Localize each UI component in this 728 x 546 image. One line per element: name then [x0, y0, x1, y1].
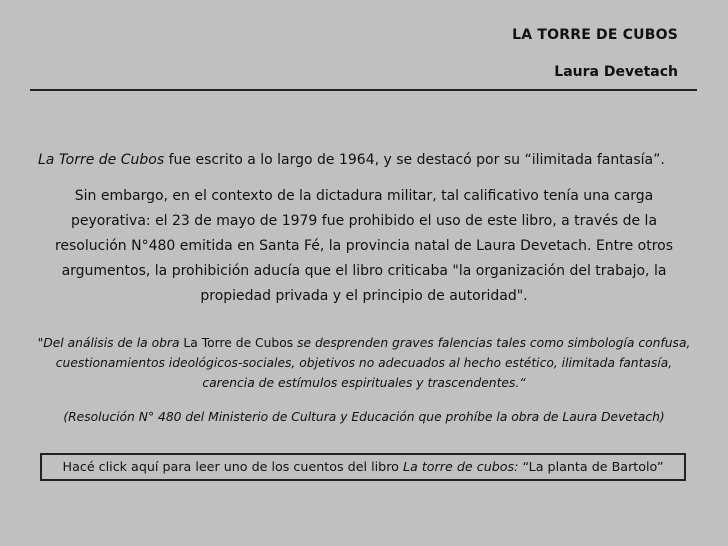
resolution-quote	[36, 333, 692, 393]
quote-text-after: se desprenden graves falencias tales como simbología confusa, cuestionamientos ideológicos-sociales, objetivos no adecuados al hecho estético, ilimitada fantasía, carencia de estímulos espirituales y trascendentes.“	[55, 336, 691, 390]
header-divider	[30, 89, 697, 91]
intro-book-title: La Torre de Cubos	[38, 152, 165, 168]
body-paragraph: Sin embargo, en el contexto de la dictadura militar, tal calificativo tenía una carga peyorativa: el 23 de mayo de 1979 fue prohibido el uso de este libro, a través de la resolución N°480 emitida en Santa Fé, la provincia natal de Laura Devetach. Entre otros argumentos, la prohibición aducía que el libro criticaba "la organización del trabajo, la propiedad privada y el principio de autoridad".	[54, 188, 674, 304]
link-story-title: “La planta de Bartolo”	[518, 459, 664, 474]
read-story-link[interactable]	[40, 453, 686, 481]
page-title: LA TORRE DE CUBOS	[512, 27, 678, 43]
intro-text: fue escrito a lo largo de 1964, y se destacó por su “ilimitada fantasía”.	[164, 152, 665, 168]
intro-paragraph	[38, 152, 708, 168]
resolution-citation: (Resolución N° 480 del Ministerio de Cultura y Educación que prohíbe la obra de Laura Devetach)	[63, 410, 665, 424]
link-text-before: Hacé click aquí para leer uno de los cuentos del libro	[62, 459, 403, 474]
link-book-title: La torre de cubos:	[402, 459, 519, 474]
quote-text-before: "Del análisis de la obra	[37, 336, 184, 350]
quote-book-title: La Torre de Cubos	[183, 336, 294, 350]
author-name: Laura Devetach	[554, 64, 678, 80]
